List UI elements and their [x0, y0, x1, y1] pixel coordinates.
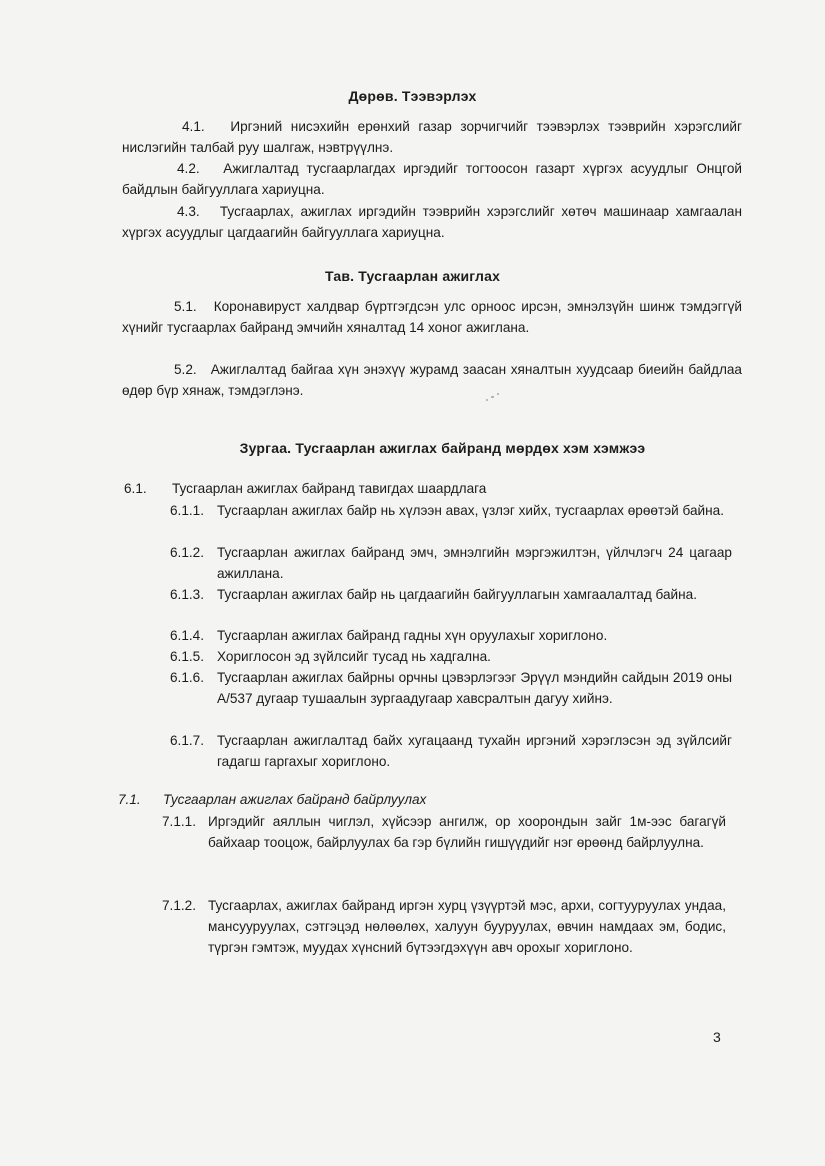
- section-5-heading: Тав. Тусгаарлан ажиглах: [324, 268, 501, 284]
- sub-6-1-5-number: 6.1.5.: [170, 649, 205, 664]
- sub-6-1-7-text: Тусгаарлан ажиглалтад байх хугацаанд тухайн иргэний хэрэглэсэн эд зүйлсийг гадагш гаргахыг хориглоно.: [217, 733, 732, 769]
- item-6-1-title: Тусгаарлан ажиглах байранд тавигдах шаардлага: [172, 481, 487, 496]
- sub-6-1-1-text: Тусгаарлан ажиглах байр нь хүлээн авах, үзлэг хийх, тусгаарлах өрөөтэй байна.: [217, 503, 724, 518]
- sub-6-1-2-text: Тусгаарлан ажиглах байранд эмч, эмнэлгийн мэргэжилтэн, үйлчлэгч 24 цагаар ажиллана.: [217, 545, 732, 581]
- paragraph-text: Ажиглалтад тусгаарлагдах иргэдийг тогтоосон газарт хүргэх асуудлыг Онцгой байдлын байгууллага хариуцна.: [122, 161, 742, 197]
- section-4-heading: Дөрөв. Тээвэрлэх: [348, 88, 477, 104]
- sub-6-1-4-text: Тусгаарлан ажиглах байранд гадны хүн оруулахыг хориглоно.: [217, 628, 608, 643]
- paragraph-text: Тусгаарлах, ажиглах иргэдийн тээврийн хэрэгслийг хөтөч машинаар хамгаалан хүргэх асуудлыг цагдаагийн байгууллага хариуцна.: [122, 204, 742, 240]
- paragraph-5-2: [122, 359, 742, 401]
- paragraph-number: 5.2.: [174, 362, 197, 377]
- paragraph-text: Иргэний нисэхийн ерөнхий газар зорчигчийг тээвэрлэх тээврийн хэрэгслийг нислэгийн талбай руу шалгаж, нэвтрүүлнэ.: [122, 119, 742, 155]
- paragraph-4-1: [122, 116, 742, 158]
- paragraph-5-1: [122, 296, 742, 338]
- paragraph-4-2: [122, 158, 742, 200]
- item-7-1-number: 7.1.: [118, 792, 141, 807]
- sub-7-1-2-number: 7.1.2.: [162, 898, 197, 913]
- sub-6-1-2-number: 6.1.2.: [170, 545, 205, 560]
- sub-7-1-1-text: Иргэдийг аяллын чиглэл, хүйсээр ангилж, ор хоорондын зайг 1м-ээс багагүй байхаар тооцож, байрлуулах ба гэр бүлийн гишүүдийг нэг өрөөнд байрлуулна.: [208, 814, 726, 850]
- section-6-heading: Зургаа. Тусгаарлан ажиглах байранд мөрдөх хэм хэмжээ: [239, 440, 646, 456]
- item-7-1-title: Тусгаарлан ажиглах байранд байрлуулах: [163, 792, 427, 807]
- paragraph-number: 4.3.: [177, 204, 200, 219]
- paragraph-4-3: [122, 201, 742, 243]
- sub-6-1-3-text: Тусгаарлан ажиглах байр нь цагдаагийн байгууллагын хамгаалалтад байна.: [217, 587, 697, 602]
- paragraph-number: 5.1.: [174, 299, 197, 314]
- sub-6-1-4-number: 6.1.4.: [170, 628, 205, 643]
- sub-7-1-1-number: 7.1.1.: [162, 814, 197, 829]
- page-number: 3: [713, 1029, 721, 1045]
- item-6-1-number: 6.1.: [124, 481, 147, 496]
- paragraph-text: Ажиглалтад байгаа хүн энэхүү журамд заасан хяналтын хуудсаар биеийн байдлаа өдөр бүр хянаж, тэмдэглэнэ.: [122, 362, 742, 398]
- paragraph-number: 4.1.: [182, 119, 205, 134]
- sub-6-1-6-text: Тусгаарлан ажиглах байрны орчны цэвэрлэгээг Эрүүл мэндийн сайдын 2019 оны А/537 дугаар тушаалын зургаадугаар хавсралтын дагуу хийнэ.: [217, 670, 732, 706]
- sub-6-1-3-number: 6.1.3.: [170, 587, 205, 602]
- sub-6-1-5-text: Хориглосон эд зүйлсийг тусад нь хадгална.: [217, 649, 491, 664]
- sub-7-1-2-text: Тусгаарлах, ажиглах байранд иргэн хурц үзүүртэй мэс, архи, согтууруулах ундаа, мансууруулах, сэтгэцэд нөлөөлөх, халуун бууруулах, өвчин намдаах эм, бодис, түргэн гэмтэж, муудах хүнсний бүтээгдэхүүн авч орохыг хориглоно.: [208, 898, 726, 955]
- sub-6-1-6-number: 6.1.6.: [170, 670, 205, 685]
- sub-6-1-7-number: 6.1.7.: [170, 733, 205, 748]
- sub-6-1-1-number: 6.1.1.: [170, 503, 205, 518]
- paragraph-text: Коронавируст халдвар бүртгэгдсэн улс орноос ирсэн, эмнэлзүйн шинж тэмдэггүй хүнийг тусгаарлах байранд эмчийн хяналтад 14 хоног ажиглана.: [122, 299, 742, 335]
- paragraph-number: 4.2.: [177, 161, 200, 176]
